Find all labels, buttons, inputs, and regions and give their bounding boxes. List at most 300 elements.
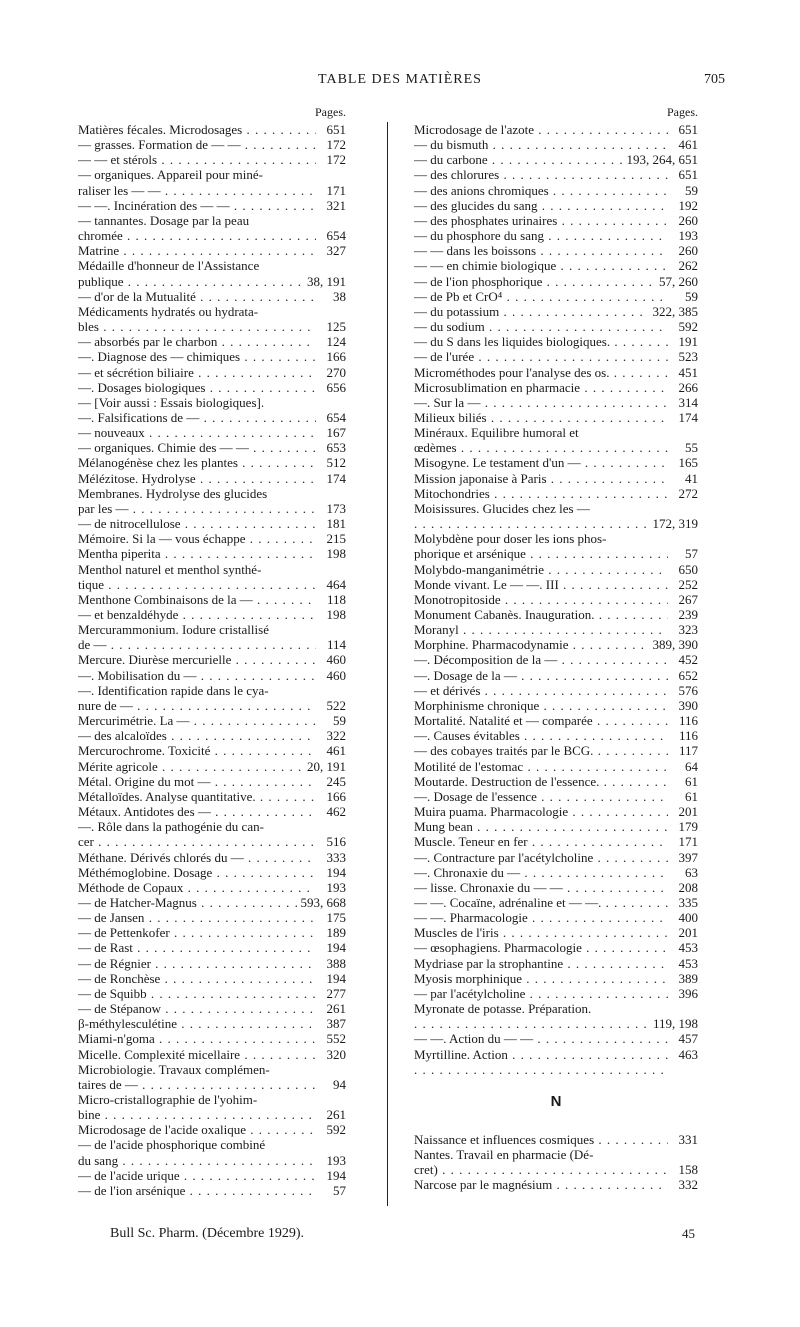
index-entry (414, 1047, 698, 1062)
entry-term: —. Diagnose des — chimiques . . . (78, 349, 316, 364)
index-entry (414, 637, 698, 652)
entry-term: —. Identification rapide dans le cya- (78, 682, 269, 698)
entry-term: Mercure. Diurèse mercurielle . . . (78, 652, 316, 667)
index-entry (414, 698, 698, 713)
entry-pages: 654 (326, 228, 346, 244)
entry-pages: 198 (326, 607, 346, 622)
entry-term: taires de — . . . (78, 1077, 316, 1092)
index-entry (78, 743, 346, 758)
index-entry (414, 258, 698, 273)
entry-term: — du sodium . . . (414, 319, 668, 334)
index-entry (414, 562, 698, 577)
index-entry (78, 789, 346, 804)
index-entry (414, 819, 698, 834)
entry-term: Mercurochrome. Toxicité . . . (78, 743, 316, 758)
entry-term: Miami-n'goma . . . (78, 1031, 316, 1046)
entry-pages: 64 (685, 758, 698, 774)
entry-term: Méthode de Copaux . . . (78, 880, 316, 895)
entry-pages: 333 (326, 849, 346, 865)
index-entry (78, 668, 346, 683)
entry-term: — de nitrocellulose . . . (78, 516, 316, 531)
entry-term: —. Dosage de la — . . . (414, 668, 668, 683)
entry-term: de — . . . (78, 637, 316, 652)
entry-term: — de Pb et CrO⁴ . . . (414, 289, 668, 304)
entry-pages: 174 (326, 470, 346, 486)
entry-pages: 61 (685, 773, 698, 789)
entry-term: — organiques. Appareil pour miné- (78, 167, 263, 183)
index-entry (414, 228, 698, 243)
entry-term: Myosis morphinique . . . (414, 971, 668, 986)
entry-term: — d'or de la Mutualité . . . (78, 289, 316, 304)
entry-term: Moisissures. Glucides chez les — (414, 500, 590, 516)
entry-pages: 654 (326, 409, 346, 425)
index-entry (414, 274, 698, 289)
index-entry (78, 274, 346, 289)
index-entry (78, 425, 346, 440)
index-entry (414, 910, 698, 925)
entry-pages: 451 (678, 364, 698, 380)
index-entry (78, 622, 346, 637)
index-entry (414, 683, 698, 698)
index-entry (78, 486, 346, 501)
index-entry (414, 243, 698, 258)
index-entry (78, 910, 346, 925)
entry-term: — de Squibb . . . (78, 986, 316, 1001)
entry-pages: 174 (678, 409, 698, 425)
entry-pages: 322, 385 (652, 303, 698, 319)
index-entry (78, 1016, 346, 1031)
index-entry (78, 1153, 346, 1168)
entry-pages: 593, 668 (300, 894, 346, 910)
entry-pages: 175 (326, 910, 346, 926)
entry-term: — tannantes. Dosage par la peau (78, 212, 250, 228)
entry-term: Microbiologie. Travaux complémen- (78, 1061, 270, 1077)
index-entry (414, 622, 698, 637)
entry-term: — des phosphates urinaires . . . (414, 213, 668, 228)
entry-pages: 652 (678, 667, 698, 683)
entry-pages: 201 (678, 804, 698, 820)
entry-term: cret) . . . (414, 1162, 668, 1177)
index-entry (78, 683, 346, 698)
index-entry (78, 592, 346, 607)
entry-pages: 57 (333, 1182, 346, 1198)
entry-pages: 252 (678, 576, 698, 592)
index-entry (78, 183, 346, 198)
entry-term: — du potassium . . . (414, 304, 649, 319)
index-entry (78, 698, 346, 713)
index-entry (78, 546, 346, 561)
entry-pages: 194 (326, 940, 346, 956)
index-entry (414, 198, 698, 213)
entry-term: —. Dosages biologiques . . . (78, 380, 316, 395)
entry-term: Mercurammonium. Iodure cristallisé (78, 622, 269, 638)
index-entry (414, 774, 698, 789)
entry-pages: 260 (678, 212, 698, 228)
entry-pages: 461 (326, 743, 346, 759)
entry-term: Motilité de l'estomac . . . (414, 759, 668, 774)
index-entry (414, 289, 698, 304)
entry-pages: 653 (326, 440, 346, 456)
index-entry (414, 652, 698, 667)
entry-pages: 193, 264, 651 (626, 152, 698, 168)
entry-pages: 179 (678, 819, 698, 835)
entry-term: — —. Incinération des — — . . . (78, 198, 316, 213)
index-entry (414, 880, 698, 895)
entry-term: — de l'acide urique . . . (78, 1168, 316, 1183)
entry-term: bine . . . (78, 1107, 316, 1122)
entry-term: — de Hatcher-Magnus . . . (78, 895, 297, 910)
entry-pages: 239 (678, 607, 698, 622)
entry-term: —. Dosage de l'essence . . . (414, 789, 668, 804)
entry-term: — de Ronchèse . . . (78, 971, 316, 986)
entry-pages: 460 (326, 652, 346, 668)
index-entry (414, 925, 698, 940)
index-entry (78, 228, 346, 243)
entry-term: Membranes. Hydrolyse des glucides (78, 485, 268, 501)
index-entry (414, 759, 698, 774)
entry-term: — lisse. Chronaxie du — — . . . (414, 880, 668, 895)
index-entry (78, 1107, 346, 1122)
entry-term: Muscles de l'iris . . . (414, 925, 668, 940)
index-entry (78, 122, 346, 137)
entry-term: Minéraux. Equilibre humoral et (414, 425, 579, 441)
index-entry (78, 1062, 346, 1077)
index-entry (414, 395, 698, 410)
entry-pages: 158 (678, 1162, 698, 1177)
entry-term: — de l'ion phosphorique . . . (414, 274, 655, 289)
entry-pages: 397 (678, 849, 698, 865)
entry-pages: 331 (678, 1131, 698, 1147)
entry-term: — de l'urée . . . (414, 349, 668, 364)
entry-pages: 189 (326, 925, 346, 941)
index-entry (78, 1183, 346, 1198)
entry-pages: 453 (678, 940, 698, 956)
entry-term: — organiques. Chimie des — — . . . (78, 440, 316, 455)
entry-term: Micro-cristallographie de l'yohim- (78, 1092, 258, 1107)
entry-pages: 332 (678, 1177, 698, 1193)
entry-pages: 512 (326, 455, 346, 471)
entry-pages: 523 (678, 349, 698, 365)
entry-term: du sang . . . (78, 1153, 316, 1168)
index-entry (78, 531, 346, 546)
entry-term: — du S dans les liquides biologiques. . . . (414, 334, 668, 349)
entry-term: — et sécrétion biliaire . . . (78, 365, 316, 380)
entry-pages: 59 (333, 713, 346, 729)
index-entry (414, 440, 698, 455)
index-entry (78, 1001, 346, 1016)
entry-term: — de Jansen . . . (78, 910, 316, 925)
entry-pages: 277 (326, 985, 346, 1001)
pages-label: Pages. (315, 105, 346, 119)
index-entry (414, 425, 698, 440)
signature-number: 45 (682, 1226, 695, 1241)
entry-term: cer . . . (78, 834, 316, 849)
entry-term: Mercurimétrie. La — . . . (78, 713, 316, 728)
entry-term: — des glucides du sang . . . (414, 198, 668, 213)
entry-pages: 266 (678, 379, 698, 395)
index-entry (78, 804, 346, 819)
entry-pages: 651 (326, 122, 346, 137)
index-entry (78, 243, 346, 258)
index-entry (414, 183, 698, 198)
page-title: TABLE DES MATIÈRES (318, 72, 482, 87)
entry-term: — de Rast . . . (78, 940, 316, 955)
index-entry (414, 1162, 698, 1177)
entry-term: Monument Cabanès. Inauguration. . . . (414, 607, 668, 622)
index-entry (414, 728, 698, 743)
index-entry (414, 577, 698, 592)
pages-label: Pages. (667, 105, 698, 119)
index-entry (78, 1077, 346, 1092)
entry-term: — et benzaldéhyde . . . (78, 607, 316, 622)
index-entry (78, 395, 346, 410)
entry-term: Mortalité. Natalité et — comparée . . . (414, 713, 668, 728)
entry-term: tique . . . (78, 577, 316, 592)
entry-pages: 389 (678, 970, 698, 986)
entry-term: —. Contracture par l'acétylcholine . . . (414, 850, 668, 865)
entry-term: œdèmes . . . (414, 440, 668, 455)
entry-term (414, 516, 649, 531)
entry-pages: 576 (678, 682, 698, 698)
entry-pages: 63 (685, 864, 698, 880)
entry-term: Nantes. Travail en pharmacie (Dé- (414, 1146, 594, 1162)
entry-pages: 172 (326, 137, 346, 153)
index-entry (78, 562, 346, 577)
entry-pages: 193 (326, 879, 346, 895)
entry-term: Mitochondries . . . (414, 486, 668, 501)
journal-reference: Bull Sc. Pharm. (Décembre 1929). (110, 1226, 305, 1241)
index-entry (78, 713, 346, 728)
index-entry (414, 668, 698, 683)
entry-pages: 463 (678, 1046, 698, 1062)
entry-pages: 201 (678, 925, 698, 941)
index-entry (414, 607, 698, 622)
index-entry (78, 956, 346, 971)
entry-term: — par l'acétylcholine . . . (414, 986, 668, 1001)
entry-term: Mission japonaise à Paris . . . (414, 471, 668, 486)
index-column-right (414, 102, 698, 1192)
entry-pages: 388 (326, 955, 346, 971)
index-entry (414, 789, 698, 804)
entry-term: — des cobayes traités par le BCG. . . . (414, 743, 668, 758)
index-entry (78, 167, 346, 182)
index-entry (78, 334, 346, 349)
entry-term: — des alcaloïdes . . . (78, 728, 316, 743)
entry-term: phorique et arsénique . . . (414, 546, 668, 561)
index-entry (78, 213, 346, 228)
entry-pages: 321 (326, 197, 346, 213)
entry-term: Microdosage de l'azote . . . (414, 122, 668, 137)
entry-pages: 460 (326, 667, 346, 683)
entry-pages: 193 (678, 228, 698, 244)
entry-term: — de Pettenkofer . . . (78, 925, 316, 940)
index-entry (414, 743, 698, 758)
entry-term: Menthone Combinaisons de la — . . . (78, 592, 316, 607)
entry-term (414, 1016, 649, 1031)
entry-term: Myronate de potasse. Préparation. (414, 1001, 592, 1017)
index-entry (78, 971, 346, 986)
entry-pages: 198 (326, 546, 346, 562)
entry-term: Muscle. Teneur en fer . . . (414, 834, 668, 849)
index-entry (414, 122, 698, 137)
entry-term: Mung bean . . . (414, 819, 668, 834)
entry-term: —. Rôle dans la pathogénie du can- (78, 819, 264, 835)
index-entry (78, 652, 346, 667)
entry-term: Microsublimation en pharmacie . . . (414, 380, 668, 395)
entry-pages: 59 (685, 182, 698, 198)
index-entry (414, 940, 698, 955)
entry-term: —. Falsifications de — . . . (78, 410, 316, 425)
entry-pages: 57, 260 (659, 273, 698, 289)
entry-pages: 516 (326, 834, 346, 850)
entry-pages: 335 (678, 894, 698, 910)
entry-pages: 193 (326, 1152, 346, 1168)
index-entry (78, 440, 346, 455)
entry-term: — de Stépanow . . . (78, 1001, 316, 1016)
entry-term: Médicaments hydratés ou hydrata- (78, 303, 259, 319)
index-entry (78, 895, 346, 910)
index-entry (78, 410, 346, 425)
index-entry (78, 455, 346, 470)
index-entry (414, 380, 698, 395)
entry-pages: 267 (678, 591, 698, 607)
entry-pages: 172 (326, 152, 346, 168)
index-entry (414, 167, 698, 182)
index-entry (414, 531, 698, 546)
entry-term: nure de — . . . (78, 698, 316, 713)
index-entry (78, 607, 346, 622)
index-entry (78, 774, 346, 789)
entry-pages: 194 (326, 970, 346, 986)
index-entry (414, 365, 698, 380)
index-entry (78, 1031, 346, 1046)
index-entry (414, 501, 698, 516)
entry-pages: 656 (326, 379, 346, 395)
entry-pages: 396 (678, 985, 698, 1001)
entry-pages: 116 (678, 713, 698, 729)
entry-term (414, 1062, 668, 1077)
entry-pages: 38, 191 (307, 273, 346, 289)
entry-pages: 118 (326, 591, 346, 607)
entry-pages: 61 (685, 788, 698, 804)
entry-pages: 390 (678, 697, 698, 713)
index-entry (78, 577, 346, 592)
entry-pages: 57 (685, 546, 698, 562)
index-entry (78, 380, 346, 395)
index-entry (414, 137, 698, 152)
entry-term: Milieux biliés . . . (414, 410, 668, 425)
entry-term: Métaux. Antidotes des — . . . (78, 804, 316, 819)
section-letter (414, 1072, 698, 1132)
index-entry (414, 1132, 698, 1147)
entry-term: —. Mobilisation du — . . . (78, 668, 316, 683)
index-entry (414, 304, 698, 319)
entry-pages: 272 (678, 485, 698, 501)
entry-term: — du phosphore du sang . . . (414, 228, 668, 243)
index-entry (78, 1168, 346, 1183)
entry-term: Molybdène pour doser les ions phos- (414, 531, 607, 547)
entry-pages: 94 (333, 1076, 346, 1092)
entry-pages: 114 (326, 637, 346, 653)
entry-pages: 314 (678, 394, 698, 410)
index-entry (78, 516, 346, 531)
entry-term: Moutarde. Destruction de l'essence. . . . (414, 774, 668, 789)
entry-pages: 387 (326, 1016, 346, 1032)
index-column-left (78, 102, 346, 1198)
index-entry (414, 213, 698, 228)
entry-term: Monotropitoside . . . (414, 592, 668, 607)
entry-pages: 461 (678, 137, 698, 153)
index-entry (78, 940, 346, 955)
entry-pages: 171 (326, 182, 346, 198)
entry-pages: 165 (678, 455, 698, 471)
index-entry (414, 956, 698, 971)
entry-pages: 592 (326, 1122, 346, 1138)
entry-term: Menthol naturel et menthol synthé- (78, 561, 262, 577)
entry-term: — — en chimie biologique . . . (414, 258, 668, 273)
entry-pages: 651 (678, 122, 698, 137)
entry-term: Microméthodes pour l'analyse des os. . . . (414, 365, 668, 380)
entry-pages: 191 (678, 334, 698, 350)
entry-pages: 462 (326, 804, 346, 820)
entry-term: Narcose par le magnésium . . . (414, 1177, 668, 1192)
page-footer (110, 1226, 695, 1242)
index-entry (78, 1137, 346, 1152)
entry-pages: 215 (326, 531, 346, 547)
entry-term: —. Sur la — . . . (414, 395, 668, 410)
entry-pages: 320 (326, 1046, 346, 1062)
entry-term: — —. Pharmacologie . . . (414, 910, 668, 925)
entry-pages: 194 (326, 1167, 346, 1183)
entry-term: — de l'ion arsénique . . . (78, 1183, 316, 1198)
index-entry (414, 349, 698, 364)
index-entry (78, 865, 346, 880)
entry-pages: 125 (326, 319, 346, 335)
entry-pages: 650 (678, 561, 698, 577)
index-entry (78, 819, 346, 834)
entry-pages: 260 (678, 243, 698, 259)
entry-term: — œsophagiens. Pharmacologie . . . (414, 940, 668, 955)
index-entry (414, 1016, 698, 1031)
entry-term: β-méthylesculétine . . . (78, 1016, 316, 1031)
entry-pages: 173 (326, 500, 346, 516)
index-entry (414, 516, 698, 531)
entry-term: Morphine. Pharmacodynamie . . . (414, 637, 649, 652)
entry-term: —. Décomposition de la — . . . (414, 652, 668, 667)
entry-pages: 194 (326, 864, 346, 880)
entry-term: Mélézitose. Hydrolyse . . . (78, 471, 316, 486)
index-entry (78, 637, 346, 652)
entry-term: — — dans les boissons . . . (414, 243, 668, 258)
entry-term: — de l'acide phosphorique combiné (78, 1137, 266, 1153)
entry-term: Mydriase par la strophantine . . . (414, 956, 668, 971)
entry-term: Misogyne. Le testament d'un — . . . (414, 455, 668, 470)
entry-term: Moranyl . . . (414, 622, 668, 637)
entry-term: — — et stérols . . . (78, 152, 316, 167)
entry-term: Molybdo-manganimétrie . . . (414, 562, 668, 577)
entry-term: — —. Cocaïne, adrénaline et — —. . . . (414, 895, 668, 910)
entry-term: — du carbone . . . (414, 152, 623, 167)
index-entry (414, 834, 698, 849)
entry-term: Métal. Origine du mot — . . . (78, 774, 316, 789)
entry-term: Mélanogénèse chez les plantes . . . (78, 455, 316, 470)
entry-pages: 323 (678, 622, 698, 638)
entry-pages: 20, 191 (307, 758, 346, 774)
index-entry (78, 198, 346, 213)
index-entry (414, 895, 698, 910)
entry-pages: 651 (678, 167, 698, 183)
index-entry (78, 258, 346, 273)
